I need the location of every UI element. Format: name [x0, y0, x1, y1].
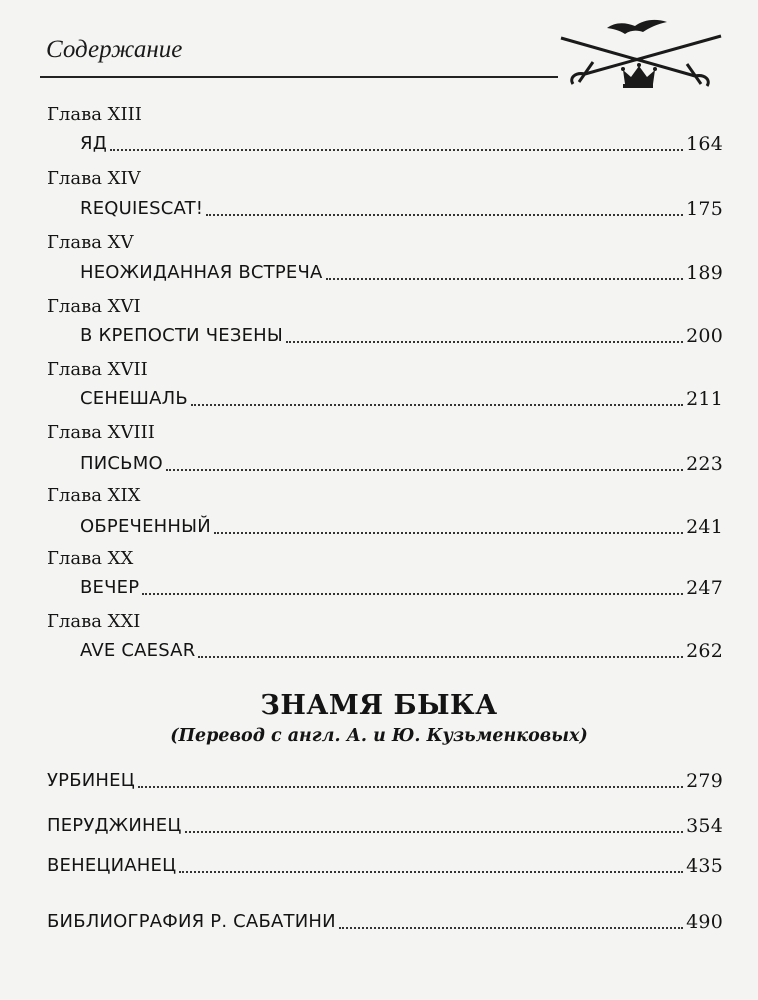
- chapter-title: В КРЕПОСТИ ЧЕЗЕНЫ: [80, 325, 283, 346]
- page-number: 490: [686, 911, 723, 933]
- dot-leader: [206, 214, 683, 216]
- page-number: 279: [686, 770, 723, 792]
- toc-entry[interactable]: [80, 130, 723, 156]
- toc-entry[interactable]: [80, 195, 723, 221]
- chapter-label[interactable]: Глава XVII: [47, 359, 148, 380]
- dot-leader: [214, 532, 683, 534]
- chapter-title: ЯД: [80, 133, 107, 154]
- bibliography-title: БИБЛИОГРАФИЯ Р. САБАТИНИ: [47, 911, 336, 932]
- dot-leader: [138, 786, 683, 788]
- part-title: ВЕНЕЦИАНЕЦ: [47, 855, 177, 876]
- chapter-label[interactable]: Глава XIII: [47, 104, 142, 125]
- page-number: 354: [686, 815, 723, 837]
- book-title: ЗНАМЯ БЫКА: [260, 690, 498, 721]
- toc-entry[interactable]: [80, 450, 723, 476]
- crossed-swords-crown-bird-icon: [555, 14, 725, 92]
- toc-entry[interactable]: [80, 259, 723, 285]
- chapter-title: СЕНЕШАЛЬ: [80, 388, 188, 409]
- dot-leader: [326, 278, 684, 280]
- dot-leader: [179, 871, 683, 873]
- page-number: 189: [686, 262, 723, 284]
- page-number: 200: [686, 325, 723, 347]
- toc-entry[interactable]: [80, 385, 723, 411]
- chapter-label[interactable]: Глава XV: [47, 232, 134, 253]
- chapter-label[interactable]: Глава XXI: [47, 611, 141, 632]
- chapter-title: НЕОЖИДАННАЯ ВСТРЕЧА: [80, 262, 323, 283]
- chapter-label[interactable]: Глава XX: [47, 548, 134, 569]
- page-number: 247: [686, 577, 723, 599]
- page-number: 241: [686, 516, 723, 538]
- page-number: 435: [686, 855, 723, 877]
- page-number: 262: [686, 640, 723, 662]
- chapter-title: REQUIESCAT!: [80, 198, 204, 219]
- dot-leader: [198, 656, 683, 658]
- header-divider: [40, 76, 558, 78]
- toc-entry[interactable]: [80, 322, 723, 348]
- toc-entry-bibliography[interactable]: [47, 908, 723, 934]
- chapter-label[interactable]: Глава XIX: [47, 485, 141, 506]
- toc-entry[interactable]: [80, 574, 723, 600]
- page-number: 164: [686, 133, 723, 155]
- toc-entry[interactable]: [80, 637, 723, 663]
- toc-entry[interactable]: [47, 767, 723, 793]
- chapter-title: ПИСЬМО: [80, 453, 163, 474]
- translation-note: (Перевод с англ. А. и Ю. Кузьменковых): [170, 726, 588, 746]
- part-title: ПЕРУДЖИНЕЦ: [47, 815, 182, 836]
- dot-leader: [166, 469, 683, 471]
- page-number: 175: [686, 198, 723, 220]
- page-title: Содержание: [46, 36, 183, 63]
- chapter-label[interactable]: Глава XVIII: [47, 422, 155, 443]
- page-number: 211: [686, 388, 723, 410]
- dot-leader: [191, 404, 683, 406]
- toc-entry[interactable]: [47, 812, 723, 838]
- chapter-label[interactable]: Глава XIV: [47, 168, 141, 189]
- chapter-title: ОБРЕЧЕННЫЙ: [80, 516, 211, 537]
- dot-leader: [339, 927, 683, 929]
- dot-leader: [185, 831, 684, 833]
- toc-entry[interactable]: [47, 852, 723, 878]
- chapter-title: AVE CAESAR: [80, 640, 196, 661]
- dot-leader: [110, 149, 683, 151]
- chapter-label[interactable]: Глава XVI: [47, 296, 141, 317]
- part-title: УРБИНЕЦ: [47, 770, 135, 791]
- dot-leader: [286, 341, 683, 343]
- toc-entry[interactable]: [80, 513, 723, 539]
- page-number: 223: [686, 453, 723, 475]
- chapter-title: ВЕЧЕР: [80, 577, 140, 598]
- dot-leader: [142, 593, 683, 595]
